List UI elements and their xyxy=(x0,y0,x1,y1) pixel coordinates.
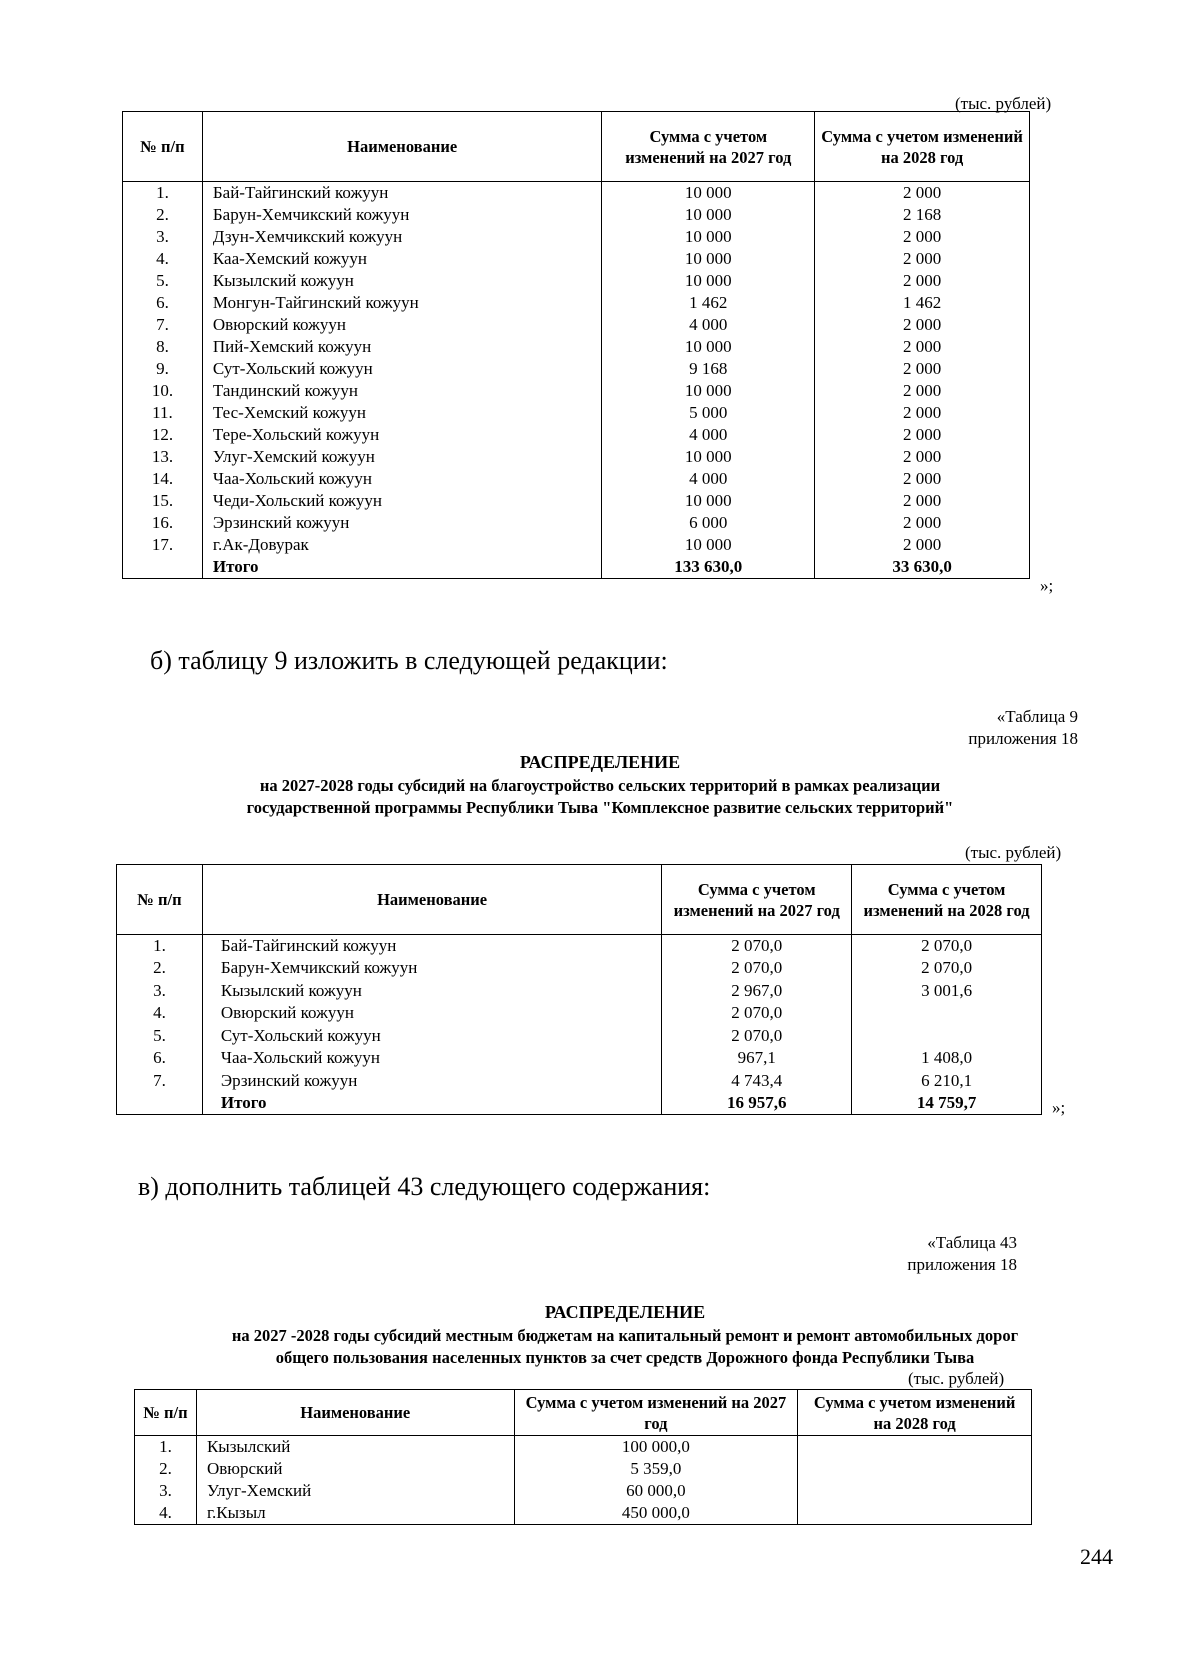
table-row xyxy=(123,336,1030,358)
cell-sum-2027: 4 000 xyxy=(602,424,815,446)
cell-num: 7. xyxy=(123,314,203,336)
t2-subtitle-line2: государственной программы Республики Тыва "Комплексное развитие сельских территорий" xyxy=(246,798,954,817)
cell-sum-2027: 2 070,0 xyxy=(662,1002,852,1025)
cell-num xyxy=(117,1092,203,1115)
cell-sum-2027: 10 000 xyxy=(602,182,815,205)
cell-sum-2028: 2 000 xyxy=(815,358,1030,380)
cell-sum-2028: 2 000 xyxy=(815,424,1030,446)
cell-sum-2027: 450 000,0 xyxy=(514,1502,798,1525)
cell-sum-2027: 4 000 xyxy=(602,468,815,490)
t2-header-name: Наименование xyxy=(202,865,661,935)
t3-heading: РАСПРЕДЕЛЕНИЕ xyxy=(544,1302,706,1322)
table-row xyxy=(117,1025,1042,1048)
t2-close-quote: »; xyxy=(1052,1098,1066,1117)
table-row xyxy=(117,957,1042,980)
cell-name: Кызылский кожуун xyxy=(202,270,602,292)
cell-sum-2027: 133 630,0 xyxy=(602,556,815,579)
t3-header-name: Наименование xyxy=(196,1390,514,1436)
cell-num: 12. xyxy=(123,424,203,446)
cell-sum-2027: 1 462 xyxy=(602,292,815,314)
cell-num: 3. xyxy=(123,226,203,248)
cell-sum-2027: 4 000 xyxy=(602,314,815,336)
cell-sum-2028 xyxy=(798,1502,1032,1525)
cell-name: Пий-Хемский кожуун xyxy=(202,336,602,358)
cell-name: Тере-Хольский кожуун xyxy=(202,424,602,446)
table-row xyxy=(117,935,1042,958)
cell-name: Монгун-Тайгинский кожуун xyxy=(202,292,602,314)
cell-sum-2027: 2 070,0 xyxy=(662,957,852,980)
cell-sum-2028: 14 759,7 xyxy=(852,1092,1042,1115)
t3-ref-line2: приложения 18 xyxy=(907,1255,1017,1274)
cell-name: г.Ак-Довурак xyxy=(202,534,602,556)
cell-sum-2028: 2 000 xyxy=(815,248,1030,270)
cell-name: Чаа-Хольский кожуун xyxy=(202,468,602,490)
cell-num: 4. xyxy=(117,1002,203,1025)
cell-sum-2028: 2 000 xyxy=(815,468,1030,490)
t1-header-2027: Сумма с учетом изменений на 2027 год xyxy=(602,112,815,182)
t2-subtitle-line1: на 2027-2028 годы субсидий на благоустройство сельских территорий в рамках реализации xyxy=(259,776,941,795)
cell-sum-2028 xyxy=(798,1458,1032,1480)
cell-num: 9. xyxy=(123,358,203,380)
cell-sum-2028: 6 210,1 xyxy=(852,1070,1042,1093)
cell-num: 6. xyxy=(123,292,203,314)
table-row xyxy=(123,446,1030,468)
table-2 xyxy=(116,864,1042,1115)
cell-name: Тес-Хемский кожуун xyxy=(202,402,602,424)
cell-sum-2027: 6 000 xyxy=(602,512,815,534)
cell-sum-2027: 9 168 xyxy=(602,358,815,380)
cell-sum-2027: 2 967,0 xyxy=(662,980,852,1003)
cell-sum-2027: 10 000 xyxy=(602,270,815,292)
cell-sum-2028: 2 000 xyxy=(815,336,1030,358)
cell-num: 1. xyxy=(117,935,203,958)
cell-name: Барун-Хемчикский кожуун xyxy=(202,204,602,226)
cell-sum-2027: 10 000 xyxy=(602,204,815,226)
cell-sum-2027: 10 000 xyxy=(602,380,815,402)
table-row xyxy=(123,512,1030,534)
table-row xyxy=(135,1458,1032,1480)
table-row xyxy=(117,980,1042,1003)
t1-header-2028: Сумма с учетом изменений на 2028 год xyxy=(815,112,1030,182)
cell-num: 6. xyxy=(117,1047,203,1070)
t2-ref-line1: «Таблица 9 xyxy=(996,707,1078,726)
cell-sum-2027: 100 000,0 xyxy=(514,1436,798,1459)
cell-name: Сут-Хольский кожуун xyxy=(202,358,602,380)
cell-sum-2028: 2 000 xyxy=(815,402,1030,424)
cell-name: Сут-Хольский кожуун xyxy=(202,1025,661,1048)
table-1 xyxy=(122,111,1030,579)
cell-sum-2027: 10 000 xyxy=(602,490,815,512)
cell-sum-2028 xyxy=(852,1025,1042,1048)
cell-sum-2028: 2 000 xyxy=(815,446,1030,468)
cell-sum-2028: 2 000 xyxy=(815,490,1030,512)
cell-sum-2027: 2 070,0 xyxy=(662,935,852,958)
table-row xyxy=(123,358,1030,380)
cell-num: 11. xyxy=(123,402,203,424)
t1-unit: (тыс. рублей) xyxy=(955,94,1052,113)
cell-num: 3. xyxy=(135,1480,197,1502)
cell-sum-2028: 2 168 xyxy=(815,204,1030,226)
cell-num: 5. xyxy=(117,1025,203,1048)
table-row xyxy=(135,1480,1032,1502)
t3-subtitle-line1: на 2027 -2028 годы субсидий местным бюджетам на капитальный ремонт и ремонт автомобильных дорог xyxy=(231,1326,1019,1345)
cell-name: Овюрский кожуун xyxy=(202,314,602,336)
table-row xyxy=(123,270,1030,292)
page-number: 244 xyxy=(1080,1544,1113,1569)
cell-num: 16. xyxy=(123,512,203,534)
table-row xyxy=(135,1436,1032,1459)
t2-unit: (тыс. рублей) xyxy=(965,843,1062,862)
paragraph-b: б) таблицу 9 изложить в следующей редакции: xyxy=(150,646,668,675)
cell-num xyxy=(123,556,203,579)
cell-name: Каа-Хемский кожуун xyxy=(202,248,602,270)
cell-sum-2028: 2 070,0 xyxy=(852,935,1042,958)
cell-name: Эрзинский кожуун xyxy=(202,512,602,534)
t2-heading: РАСПРЕДЕЛЕНИЕ xyxy=(519,752,681,772)
cell-sum-2028: 1 408,0 xyxy=(852,1047,1042,1070)
table-total-row xyxy=(117,1092,1042,1115)
cell-sum-2028: 3 001,6 xyxy=(852,980,1042,1003)
cell-num: 13. xyxy=(123,446,203,468)
cell-num: 3. xyxy=(117,980,203,1003)
cell-name: Бай-Тайгинский кожуун xyxy=(202,935,661,958)
cell-name: Итого xyxy=(202,1092,661,1115)
cell-sum-2028: 2 000 xyxy=(815,270,1030,292)
table-row xyxy=(123,204,1030,226)
cell-sum-2027: 60 000,0 xyxy=(514,1480,798,1502)
cell-num: 7. xyxy=(117,1070,203,1093)
cell-num: 10. xyxy=(123,380,203,402)
cell-sum-2027: 10 000 xyxy=(602,336,815,358)
cell-sum-2028: 2 000 xyxy=(815,380,1030,402)
cell-name: Кызылский xyxy=(196,1436,514,1459)
cell-name: Итого xyxy=(202,556,602,579)
cell-name: Чаа-Хольский кожуун xyxy=(202,1047,661,1070)
cell-num: 2. xyxy=(123,204,203,226)
t3-ref-line1: «Таблица 43 xyxy=(927,1233,1017,1252)
cell-name: г.Кызыл xyxy=(196,1502,514,1525)
t3-header-2028: Сумма с учетом изменений на 2028 год xyxy=(798,1390,1032,1436)
table-row xyxy=(123,402,1030,424)
t3-header-2027: Сумма с учетом изменений на 2027 год xyxy=(514,1390,798,1436)
t2-ref-line2: приложения 18 xyxy=(968,729,1078,748)
cell-sum-2027: 967,1 xyxy=(662,1047,852,1070)
table-row xyxy=(123,468,1030,490)
table-row xyxy=(123,424,1030,446)
cell-sum-2028: 2 000 xyxy=(815,182,1030,205)
cell-name: Барун-Хемчикский кожуун xyxy=(202,957,661,980)
table-row xyxy=(123,380,1030,402)
t1-close-quote: »; xyxy=(1040,576,1054,595)
cell-num: 15. xyxy=(123,490,203,512)
cell-sum-2028 xyxy=(798,1436,1032,1459)
cell-sum-2028: 2 000 xyxy=(815,226,1030,248)
t3-subtitle-line2: общего пользования населенных пунктов за счет средств Дорожного фонда Республики Тыва xyxy=(275,1348,975,1367)
table-3 xyxy=(134,1389,1032,1525)
t2-header-2027: Сумма с учетом изменений на 2027 год xyxy=(662,865,852,935)
cell-sum-2028: 1 462 xyxy=(815,292,1030,314)
cell-name: Овюрский кожуун xyxy=(202,1002,661,1025)
t1-header-num: № п/п xyxy=(123,112,203,182)
cell-sum-2027: 4 743,4 xyxy=(662,1070,852,1093)
cell-num: 2. xyxy=(135,1458,197,1480)
table-row xyxy=(123,248,1030,270)
cell-name: Кызылский кожуун xyxy=(202,980,661,1003)
cell-num: 17. xyxy=(123,534,203,556)
cell-name: Овюрский xyxy=(196,1458,514,1480)
cell-name: Улуг-Хемский кожуун xyxy=(202,446,602,468)
cell-name: Эрзинский кожуун xyxy=(202,1070,661,1093)
cell-num: 14. xyxy=(123,468,203,490)
table-row xyxy=(123,534,1030,556)
cell-name: Чеди-Хольский кожуун xyxy=(202,490,602,512)
cell-sum-2027: 5 359,0 xyxy=(514,1458,798,1480)
table-row xyxy=(123,226,1030,248)
table-row xyxy=(123,490,1030,512)
cell-num: 2. xyxy=(117,957,203,980)
table-row xyxy=(123,182,1030,205)
cell-sum-2028: 2 000 xyxy=(815,314,1030,336)
cell-sum-2027: 10 000 xyxy=(602,534,815,556)
t2-header-2028: Сумма с учетом изменений на 2028 год xyxy=(852,865,1042,935)
cell-sum-2027: 10 000 xyxy=(602,248,815,270)
cell-sum-2027: 10 000 xyxy=(602,226,815,248)
cell-name: Дзун-Хемчикский кожуун xyxy=(202,226,602,248)
t2-table-reference xyxy=(968,706,1078,750)
cell-name: Улуг-Хемский xyxy=(196,1480,514,1502)
cell-sum-2028: 2 000 xyxy=(815,512,1030,534)
cell-name: Бай-Тайгинский кожуун xyxy=(202,182,602,205)
cell-sum-2027: 16 957,6 xyxy=(662,1092,852,1115)
t2-subtitle xyxy=(0,775,1200,819)
table-row xyxy=(123,314,1030,336)
t3-header-num: № п/п xyxy=(135,1390,197,1436)
table-row xyxy=(117,1002,1042,1025)
cell-sum-2028 xyxy=(798,1480,1032,1502)
paragraph-c: в) дополнить таблицей 43 следующего содержания: xyxy=(138,1172,711,1201)
cell-sum-2028: 2 070,0 xyxy=(852,957,1042,980)
t3-unit: (тыс. рублей) xyxy=(908,1369,1005,1388)
cell-num: 1. xyxy=(135,1436,197,1459)
table-total-row xyxy=(123,556,1030,579)
t1-header-name: Наименование xyxy=(202,112,602,182)
table-row xyxy=(117,1070,1042,1093)
cell-num: 5. xyxy=(123,270,203,292)
cell-sum-2028: 2 000 xyxy=(815,534,1030,556)
t2-header-num: № п/п xyxy=(117,865,203,935)
cell-sum-2028: 33 630,0 xyxy=(815,556,1030,579)
cell-sum-2027: 2 070,0 xyxy=(662,1025,852,1048)
table-row xyxy=(135,1502,1032,1525)
cell-sum-2028 xyxy=(852,1002,1042,1025)
cell-name: Тандинский кожуун xyxy=(202,380,602,402)
cell-sum-2027: 5 000 xyxy=(602,402,815,424)
cell-num: 4. xyxy=(135,1502,197,1525)
t3-subtitle xyxy=(0,1325,1200,1369)
cell-num: 1. xyxy=(123,182,203,205)
cell-num: 4. xyxy=(123,248,203,270)
table-row xyxy=(123,292,1030,314)
table-row xyxy=(117,1047,1042,1070)
cell-num: 8. xyxy=(123,336,203,358)
cell-sum-2027: 10 000 xyxy=(602,446,815,468)
t3-table-reference xyxy=(907,1232,1017,1276)
